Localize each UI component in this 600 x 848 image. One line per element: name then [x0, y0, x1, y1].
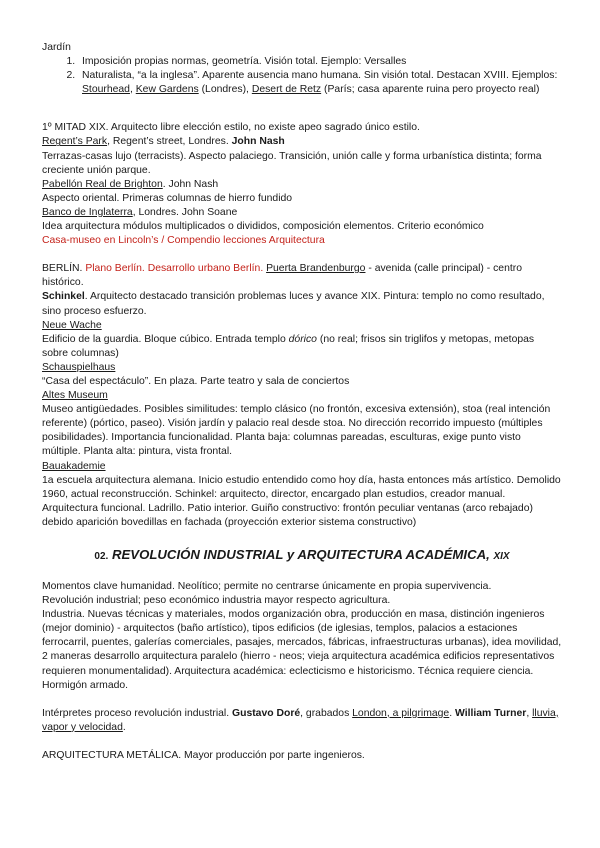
bauakademie-heading: Bauakademie — [42, 460, 106, 472]
brighton-link[interactable]: Pabellón Real de Brighton — [42, 178, 163, 190]
paragraph: 1a escuela arquitectura alemana. Inicio estudio entendido como hoy día, hasta entonces más artístico. Demolido 1960, actual reconstrucción. Schinkel: arquitecto, director, encargado plan estudios, creador manual. Arquitectura funcional. Ladrillo. Patio interior. Guiño constructivo: frontón peculiar ventanas (arco rebajado) debido aparición bovedillas en fachada (proyección exterior sistema constructivo) — [42, 474, 561, 528]
paragraph: Regent’s Park, Regent’s street, Londres. John Nash — [42, 136, 285, 148]
regents-park-link[interactable]: Regent’s Park — [42, 136, 108, 148]
paragraph: Edificio de la guardia. Bloque cúbico. Entrada templo dórico (no real; frisos sin triglifos y metopas, metopas sobre columnas) — [42, 333, 535, 359]
stourhead-link[interactable]: Stourhead — [82, 84, 130, 96]
paragraph: Idea arquitectura módulos multiplicados o divididos, composición elementos. Criterio económico — [42, 221, 484, 233]
paragraph: Momentos clave humanidad. Neolítico; permite no centrarse únicamente en propia supervivencia. — [42, 581, 492, 592]
schauspielhaus-heading: Schauspielhaus — [42, 361, 116, 373]
list-item: 2. Naturalista, “a la inglesa”. Aparente ausencia mano humana. Sin visión total. Destacan XVIII. Ejemplos: Stourhead, Kew Gardens (Londres), Desert de Retz (París; casa aparente ruina pero proyecto real) — [78, 69, 562, 97]
desert-de-retz-link[interactable]: Desert de Retz — [251, 84, 322, 96]
paragraph: Intérpretes proceso revolución industrial. Gustavo Doré, grabados London, a pilgrimage. William Turner, lluvia, vapor y velocidad. — [42, 707, 559, 733]
document-page — [42, 41, 562, 763]
section-heading: 02. REVOLUCIÓN INDUSTRIAL y ARQUITECTURA ACADÉMICA, XIX — [94, 547, 510, 562]
paragraph: Industria. Nuevas técnicas y materiales, modos organización obra, producción en masa, distinción ingenieros (mejor dominio) - arquitectos (baño artístico), tipos edificios (de iglesias, templos, palacios a estaciones ferrocarril, puentes, galerías comerciales, pasajes, mercados, fábricas, infraestructuras urbanas), idea movilidad, 2 maneras desarrollo arquitectura paralelo (hierro - neos; vieja arquitectura académica edificios representativos requieren monumentalidad). Arquitectura académica: eclecticismo e historicismo. Técnica requiere ciencia. Hormigón armado. — [42, 609, 562, 691]
paragraph: Schinkel. Arquitecto destacado transición problemas luces y avance XIX. Pintura: templo no como resultado, sino proceso esfuerzo. — [42, 291, 545, 317]
altes-museum-heading: Altes Museum — [42, 390, 108, 402]
plano-berlin-link[interactable]: Plano Berlín. Desarrollo urbano Berlín. — [85, 263, 264, 275]
jardin-title: Jardín — [42, 42, 71, 53]
paragraph: 1º MITAD XIX. Arquitecto libre elección estilo, no existe apeo sagrado único estilo. — [42, 122, 420, 134]
paragraph: Banco de Inglaterra, Londres. John Soane — [42, 206, 238, 218]
london-pilgrimage-link[interactable]: London, a pilgrimage — [352, 707, 450, 719]
kew-gardens-link[interactable]: Kew Gardens — [135, 84, 199, 96]
paragraph: Aspecto oriental. Primeras columnas de hierro fundido — [42, 192, 293, 204]
paragraph: Terrazas-casas lujo (terracists). Aspecto palaciego. Transición, unión calle y forma urbanística distinta; forma creciente unión parque. — [42, 150, 542, 176]
neue-wache-heading: Neue Wache — [42, 319, 102, 331]
jardin-list — [42, 55, 562, 97]
list-item: 1. Imposición propias normas, geometría. Visión total. Ejemplo: Versalles — [78, 55, 562, 69]
paragraph: ARQUITECTURA METÁLICA. Mayor producción por parte ingenieros. — [42, 749, 365, 761]
casa-museo-link[interactable]: Casa-museo en Lincoln’s / Compendio lecciones Arquitectura — [42, 235, 325, 247]
paragraph: BERLÍN. Plano Berlín. Desarrollo urbano Berlín. Puerta Brandenburgo - avenida (calle principal) - centro histórico. — [42, 263, 522, 289]
paragraph: Revolución industrial; peso económico industria mayor respecto agricultura. — [42, 595, 391, 607]
paragraph: Museo antigüedades. Posibles similitudes: templo clásico (no frontón, excesiva extensión), stoa (real intención referente) (pórtico, paseo). Visión jardín y palacio real desde stoa. No dirección recorrido impuesto (múltiples posibilidades). Importancia funcionalidad. Planta baja: columnas pareadas, esculturas, exige punto visto múltiple. Planta alta: pintura, vista frontal. — [42, 404, 551, 458]
banco-link[interactable]: Banco de Inglaterra — [42, 206, 133, 218]
brandenburgo-link[interactable]: Puerta Brandenburgo — [266, 263, 366, 275]
paragraph: “Casa del espectáculo”. En plaza. Parte teatro y sala de conciertos — [42, 375, 350, 387]
paragraph: Pabellón Real de Brighton. John Nash — [42, 178, 219, 190]
lluvia-vapor-link[interactable]: lluvia, vapor y velocidad — [42, 707, 559, 733]
